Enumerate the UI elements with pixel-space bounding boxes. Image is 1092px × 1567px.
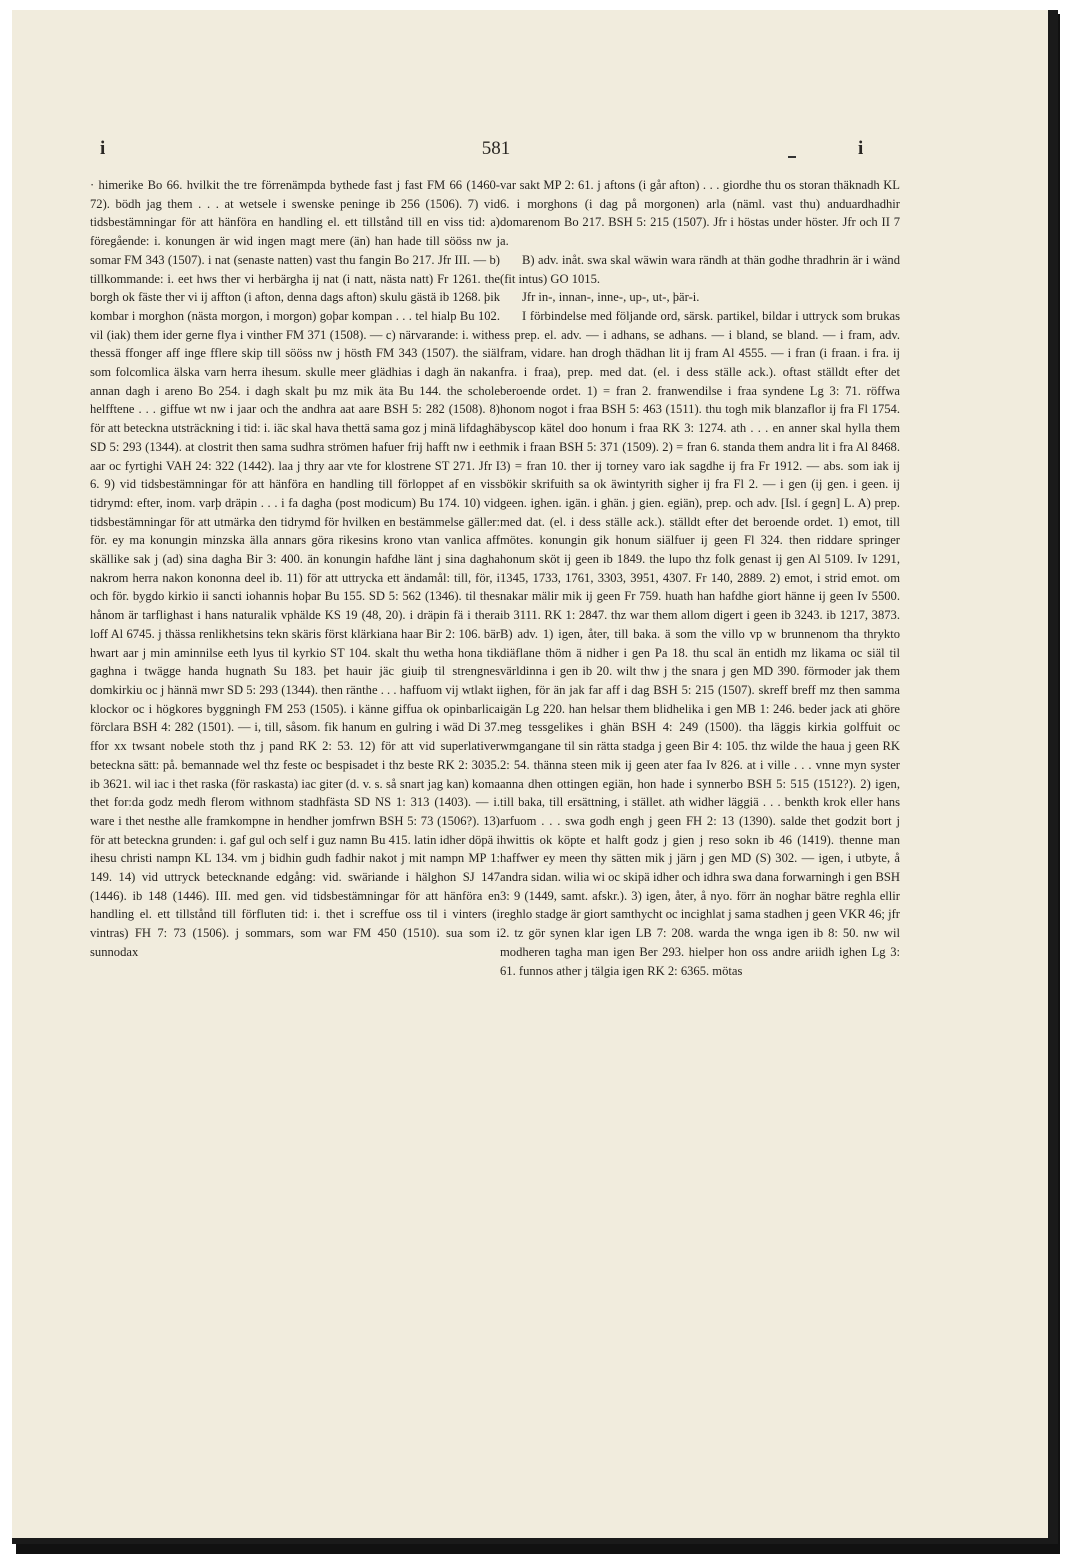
right-paragraph: I förbindelse med följande ord, särsk. partikel, bildar i uttryck som brukas ss prep. el. adv. — i adhans, se adhans. — i bland, se bland. — i fram, adv. fram, vidare. han drogh thädhan lit ij fram Al 4555. — i fran (i fraan. i fra. ij fra. i fraa), prep. med dat. (el. i dess ställe ack.). oftast ställdt efter det beroende ordet. 1) = fran 2. franwendilse i fraa syndene Lg 3: 71. röffwa honom nogot i fraa BSH 5: 463 (1511). thu togh mik blanzaflor ij fra Fl 1754. byscop kätel doo honum i fraa RK 3: 1274. ath . . . en anner skal hylla them mik i fraan BSH 5: 371 (1509). 2) = fran 6. standa them andra lit i fra Al 8468. 3) = fran 10. ther ij torney varo iak sagdhe ij fra Fr 1912. — abs. som iak ij bökir skrifuith sa ok äwintyrith sigher ij fra Fl 2. — i gen (ij gen. i geen. ij geen. ighen. igän. i ghän. j gien. egiän), prep. och adv. [Isl. í gegn] L. A) prep. med dat. (el. i dess ställe ack.). ställdt efter det beroende ordet. 1) emot, till mötes. konungin gik honum siälfuer ij geen Fl 324. then riddare springer honum sköt ij geen ib 1849. the lupo thz folk genast ij gen Al 5109. Iv 1291, 1345, 1733, 1761, 3303, 3951, 4307. Fr 140, 2889. 2) emot, i strid emot. om nakar mälir mik ij geen Fr 759. huath han hafdhe giort hänne ij geen Iv 5500. ib 3111. RK 1: 2847. thz war them allom digert i geen ib 3243. ib 1217, 3873. B) adv. 1) igen, åter, till baka. ä som the villo vp w brunnenom tha thrykto diäflane thöm ä nidher i gen Pa 18. thu scal än entidh mz likama oc siäl til världinna i gen ib 20. wilt thw j the snara j gen MD 390. förmoder jak them ighen, för än jak far aff i dag BSH 5: 215 (1507). skreff breff mz then samma igän Lg 220. han helsar them blidhelika i gen MB 1: 246. beder jack ati ghöre meg tessgelikes i ghän BSH 4: 249 (1500). tha läggis kirkia golffuit oc wmgangane til sin rätta stadga j geen Bir 4: 105. thz wilde the haua j geen RK 2: 54. thänna steen mik ij geen ater faa Iv 826. at i ville . . . vnne myn syster anna dhen ottingen egiän, hon hade i synnerbo BSH 5: 515 (1512?). 2) igen, till baka, till ersättning, i stället. ath widher läggiä . . . benkth krok eller hans arfuom . . . swa godh engh j geen FH 2: 13 (1390). salde thet godzit bort j hwittis ok köpte et halft godz j gien j reso sokn ib 46 (1419). thenne man haffwer ey meen thy sätten mik j järn j gen MD (S) 302. — igen, i utbyte, å andra sidan. wilia wi oc skipä idher och idhra swa dana forwarningh i gen BSH 3: 9 (1449, samt. afskr.). 3) igen, åter, å nyo. förr än noghar bätre reghla ellir reghlo stadge är giort samthycht oc incighlat j sama stadhen j geen VKR 46; jfr 2. tz gör synen klar igen LB 7: 208. warda the wnga igen ib 8: 50. nw wil modheren tagha man igen Ber 293. hielper hon oss andre ariidh ighen Lg 3: 61. funnos ather j tälgia igen RK 2: 6365. mötas xyxy=(500,308,900,978)
right-headword: i xyxy=(858,138,864,159)
left-headword: i xyxy=(100,138,106,159)
page-number: 581 xyxy=(481,138,511,159)
right-column xyxy=(500,176,900,1476)
left-column xyxy=(90,176,500,1476)
left-column-text: · himerike Bo 66. hvilkit the tre förrenämpda bythede fast j fast FM 66 (1460-72). bödh jag them . . . at wetsele i swenske peninge ib 256 (1506). 7) vid tidsbestämningar för att hänföra en handling el. ett tillstånd till en viss tid: a) föregående: i. konungen är wid ingen magt mere (än) han hade till sööss nw j somar FM 343 (1507). i nat (senaste natten) vast thu fangin Bo 217. Jfr III. — b) tillkommande: i. eet hws ther vi herbärgha ij nat (i natt, nästa natt) Fr 1261. the borgh ok fäste ther vi ij affton (i afton, denna dags afton) skulu gästä ib 1268. þik kombar i morghon (nästa morgon, i morgon) goþar kompan . . . tel hialp Bu 102. vil (iak) them ider gerne flya i vinther FM 371 (1508). — c) närvarande: i. withe thessä ffonger aff inge fflere skip till sööss nw j höstħ FM 343 (1507). the siäl som folcomlica älska varn herra ihesum. skulle meer glädhias i dagh än nakan annan dagh i areno Bo 254. i dagh skalt þu mz mik äta Bu 144. the schole helfftene . . . giffue wt nw i jaar och the andhra aat aare BSH 5: 282 (1508). 8) för att beteckna utsträckning i tid: i. iäc skal hava thettä sama goz j minä lifdaghä SD 5: 293 (1344). at clostrit then sama sudhra strömen hafuer frij hafft nw i eeth aar oc fyrtighi VAH 24: 322 (1442). laa j thry aar vte for klostrene ST 271. Jfr I 6. 9) vid tidsbestämningar för att hänföra en handling till förloppet af en viss tidrymd: efter, inom. varþ dräpin . . . i fa dagha (post modicum) Bu 174. 10) vid tidsbestämningar för att utmärka den tidrymd för hvilken en bestämmelse gäller: för. ey ma konungin minzska älla annars göra rikesins krono vtan vanlica aff skällike sak j (ad) sina dagha Bir 3: 400. än konungin hafdhe länt j sina dagha nakrom herra nakon kononna deel ib. 11) för att uttrycka ett ändamål: till, för, i och för. bygdo kirkio ii sancti iohannis hoþar Bu 155. SD 5: 562 (1346). til thes hånom är tarflighast i hans naturalik vphälde KS 19 (48, 20). i dräpin fä i thera loff Al 6745. j thässa renlikhetsins tekn skäris först klärkiana haar Bir 2: 106. bär hwart aar j min aminnilse eeth lyus til kyrkio ST 104. skalt thu wetha hona tik gaghna i twägge handa hugnath Su 183. þet hauir jäc giuiþ til strengnes domkirkiu oc j hännä mwr SD 5: 293 (1344). then ränthe . . . haffuom vij wtlakt i klockor oc i högkores byggningh FM 253 (1505). i känne giffua ok opinbarlica förclara BSH 4: 282 (1501). — i, till, såsom. fik hanum en gulring i wäd Di 37. ffor xx twsant nobele stoth thz j pand RK 2: 53. 12) för att vid superlativer beteckna sätt: på. bemannade wel thz feste oc bespisadet i thz beste RK 2: 3035. ib 3621. wil iac i thet raska (för raskasta) iac giter (d. v. s. så snart jag kan) koma thet for:da godz medh flerom withnom stadhfästa SD NS 1: 313 (1403). — i. ware i thet nesthe alle framkompne in hendher jomfrwn BSH 5: 73 (1506?). 13) för att beteckna grunden: i. gaf gul och self i guz namn Bu 415. latin idher döpä i ihesu christi nampn KL 134. vm j bidhin gudh fadhir nakot j mit nampn MP 1: 149. 14) vid uttryck betecknande edgång: vid. swäriande i hälghon SJ 147 (1446). ib 148 (1446). III. med gen. vid tidsbestämningar för att hänföra en handling el. ett tillstånd till förfluten tid: i. thet i screffue oss til i vinters (i vintras) FH 7: 73 (1506). j sommars, som war FM 450 (1510). sua som i sunnodax xyxy=(90,178,500,959)
right-paragraph: Jfr in-, innan-, inne-, up-, ut-, þär-i. xyxy=(522,290,700,305)
header-dash xyxy=(788,156,796,158)
right-paragraph: var sakt MP 2: 61. j aftons (i går afton) . . . giordhe thu os storan thäknadh KL 6. i morghons (i dag på morgonen) arla (näml. vast thu) anduardhadhir domarenom Bo 217. BSH 5: 215 (1507). Jfr i höstas under höster. Jfr och II 7 a. xyxy=(500,178,900,249)
right-paragraph: B) adv. inåt. swa skal wäwin wara rändh at thän godhe thradhrin är i wänd (fit intus) GO 1015. xyxy=(500,252,900,286)
